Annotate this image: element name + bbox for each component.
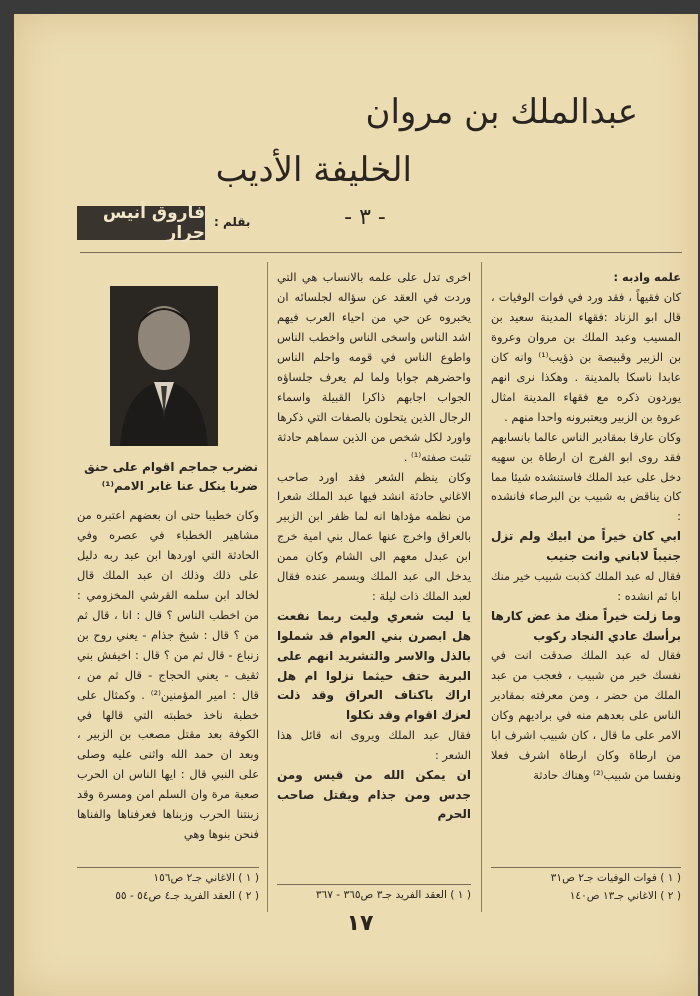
author-name: فاروق أنيس جرار (102, 203, 205, 243)
verse: يا ليت شعري وليت ربما نفعت هل ابصرن بني العوام قد شملوا بالذل والاسر والتشريد انهم على البرية حتف حيثما نزلوا ام هل اراك باكناف العراق وقد ذلت لعزك اقوام وقد نكلوا (277, 609, 471, 723)
portrait-image (110, 286, 218, 446)
footnote: ( ١ ) العقد الفريد جـ٣ ص٣٦٥ - ٣٦٧ (315, 889, 471, 901)
verse: ابي كان خيراً من ابيك ولم تزل جنيباً لاباني وانت جنيب (491, 529, 681, 564)
page-number: ١٧ (346, 911, 374, 936)
footnotes-right (491, 869, 681, 905)
paragraph: اخرى تدل على علمه بالانساب هي التي وردت في العقد عن سؤاله لجلسائه ان يخبروه عن حي من احياء العرب فيهم اشد الناس واسخى الناس واخطب الناس واطوع الناس في قومه واحلم الناس واحضرهم جوابا ولما لم يعرف جلساؤه الجواب اجابهم ذاكرا القبيلة واسماء الرجال الذين يتحلون بالصفات التي ذكرها واورد لكل شخص من الذين سماهم حادثة تثبت صفته⁽¹⁾ . (277, 270, 471, 464)
footnote-rule (277, 884, 471, 885)
author-label: بقلم : (214, 215, 251, 229)
paragraph: فقال له عبد الملك صدقت انت في نفسك خير من شبيب ، فعجب من عبد الملك من حضر ، ومن معرفته بمقادير الناس على بعدهم منه في براديهم وكان الامر على ما قال ، كان شبيب اشرف ابا من ارطاة وكان ارطاة اشرف فعلا ونفسا من شبيب⁽²⁾ وهناك حادثة (491, 648, 681, 783)
paragraph: وكان خطيبا حتى ان بعضهم اعتبره من مشاهير الخطباء في عصره وفي الحادثة التي اوردها ابن عبد ربه دليل على ذلك وذلك ان عبد الملك قال لخالد ابن سلمه القرشي المخزومي : من اخطب الناس ؟ قال : انا ، قال ثم من ؟ قال : شيخ جذام - يعني روح بن زنباع - قال ثم من ؟ قال : اخيفش بني ثقيف - يعني الحجاج - قال ثم من ، قال : امير المؤمنين⁽²⁾ . وكمثال على خطبة ناخذ خطبته التي قالها في الكوفة بعد مقتل مصعب بن الزبير ، وبعد ان حمد الله واثنى عليه وصلى على النبي قال : ايها الناس ان الحرب صعبة مرة وان السلم امن ومسرة وقد زبنتنا الحرب وزبناها فعرفناها والفناها فنحن بنوها وهي (77, 508, 259, 842)
column-divider-right (481, 262, 482, 912)
footnote: ( ٢ ) الاغاني جـ١٣ ص١٤٠ (569, 890, 681, 902)
footnotes-middle (277, 886, 471, 904)
paragraph: فقال له عبد الملك كذبت شبيب خير منك ابا ثم انشده : (491, 568, 681, 603)
header-divider (80, 252, 682, 253)
author-photo (110, 286, 218, 446)
verse: ان يمكن الله من قيس ومن جدس ومن جذام ويقتل صاحب الحرم (277, 767, 471, 822)
paragraph: وكان ينظم الشعر فقد اورد صاحب الاغاني حادثة انشد فيها عبد الملك شعرا من نظمه مؤداها انه لما ظفر ابن الزبير بالعراق واخرج عنها عمال بني امية خرج ابن عبدل معهم الى الشام وكان ممن يدخل الى عبد الملك ويسمر عنده فقال لعبد الملك ذات ليلة : (277, 469, 471, 604)
paragraph: كان فقيهاً ، فقد ورد في فوات الوفيات ، قال ابو الزناد :فقهاء المدينة سعيد بن المسيب وعبد الملك بن مروان وعروة بن الزبير وقبيصة بن ذؤيب⁽¹⁾ وانه كان عابدا ناسكا بالمدينة . وهكذا نرى انهم يوردون ذكره مع فقهاء المدينة امثال عروة بن الزبير ويعتبرونه واحدا منهم . (491, 289, 681, 424)
article-title-line2: الخليفة الأديب (215, 150, 412, 190)
article-title-line1: عبدالملك بن مروان (365, 92, 638, 132)
column-left (77, 506, 259, 845)
paragraph: فقال عبد الملك ويروى انه قائل هذا الشعر : (277, 727, 471, 762)
footnote: ( ١ ) الاغاني جـ٢ ص١٥٦ (153, 872, 259, 884)
part-number: - ٣ - (344, 205, 386, 230)
verse: وما زلت خيراً منك مذ عض كارها برأسك عادي النجاد ركوب (491, 608, 681, 643)
column-divider-left (267, 262, 268, 912)
section-heading: علمه وادبه : (613, 270, 681, 284)
footnote-rule (77, 867, 259, 868)
column-right (491, 268, 681, 786)
author-name-box (77, 203, 205, 243)
footnotes-left (77, 869, 259, 905)
footnote-rule (491, 867, 681, 868)
footnote: ( ١ ) فوات الوفيات جـ٢ ص٣١ (550, 872, 681, 884)
footnote: ( ٢ ) العقد الفريد جـ٤ ص٥٤ - ٥٥ (115, 890, 259, 902)
column-middle (277, 268, 471, 825)
photo-caption-verse: نضرب جماجم اقوام على حنق ضربا ينكل عنا غابر الامم⁽¹⁾ (84, 460, 258, 493)
paragraph: وكان عارفا بمقادير الناس عالما بانسابهم فقد روى ابو الفرج ان ارطاة بن سهيه دخل على عبد الملك فاستنشده شيئا مما كان يناقض به شبيب بن البرصاء فانشده : (491, 429, 681, 524)
